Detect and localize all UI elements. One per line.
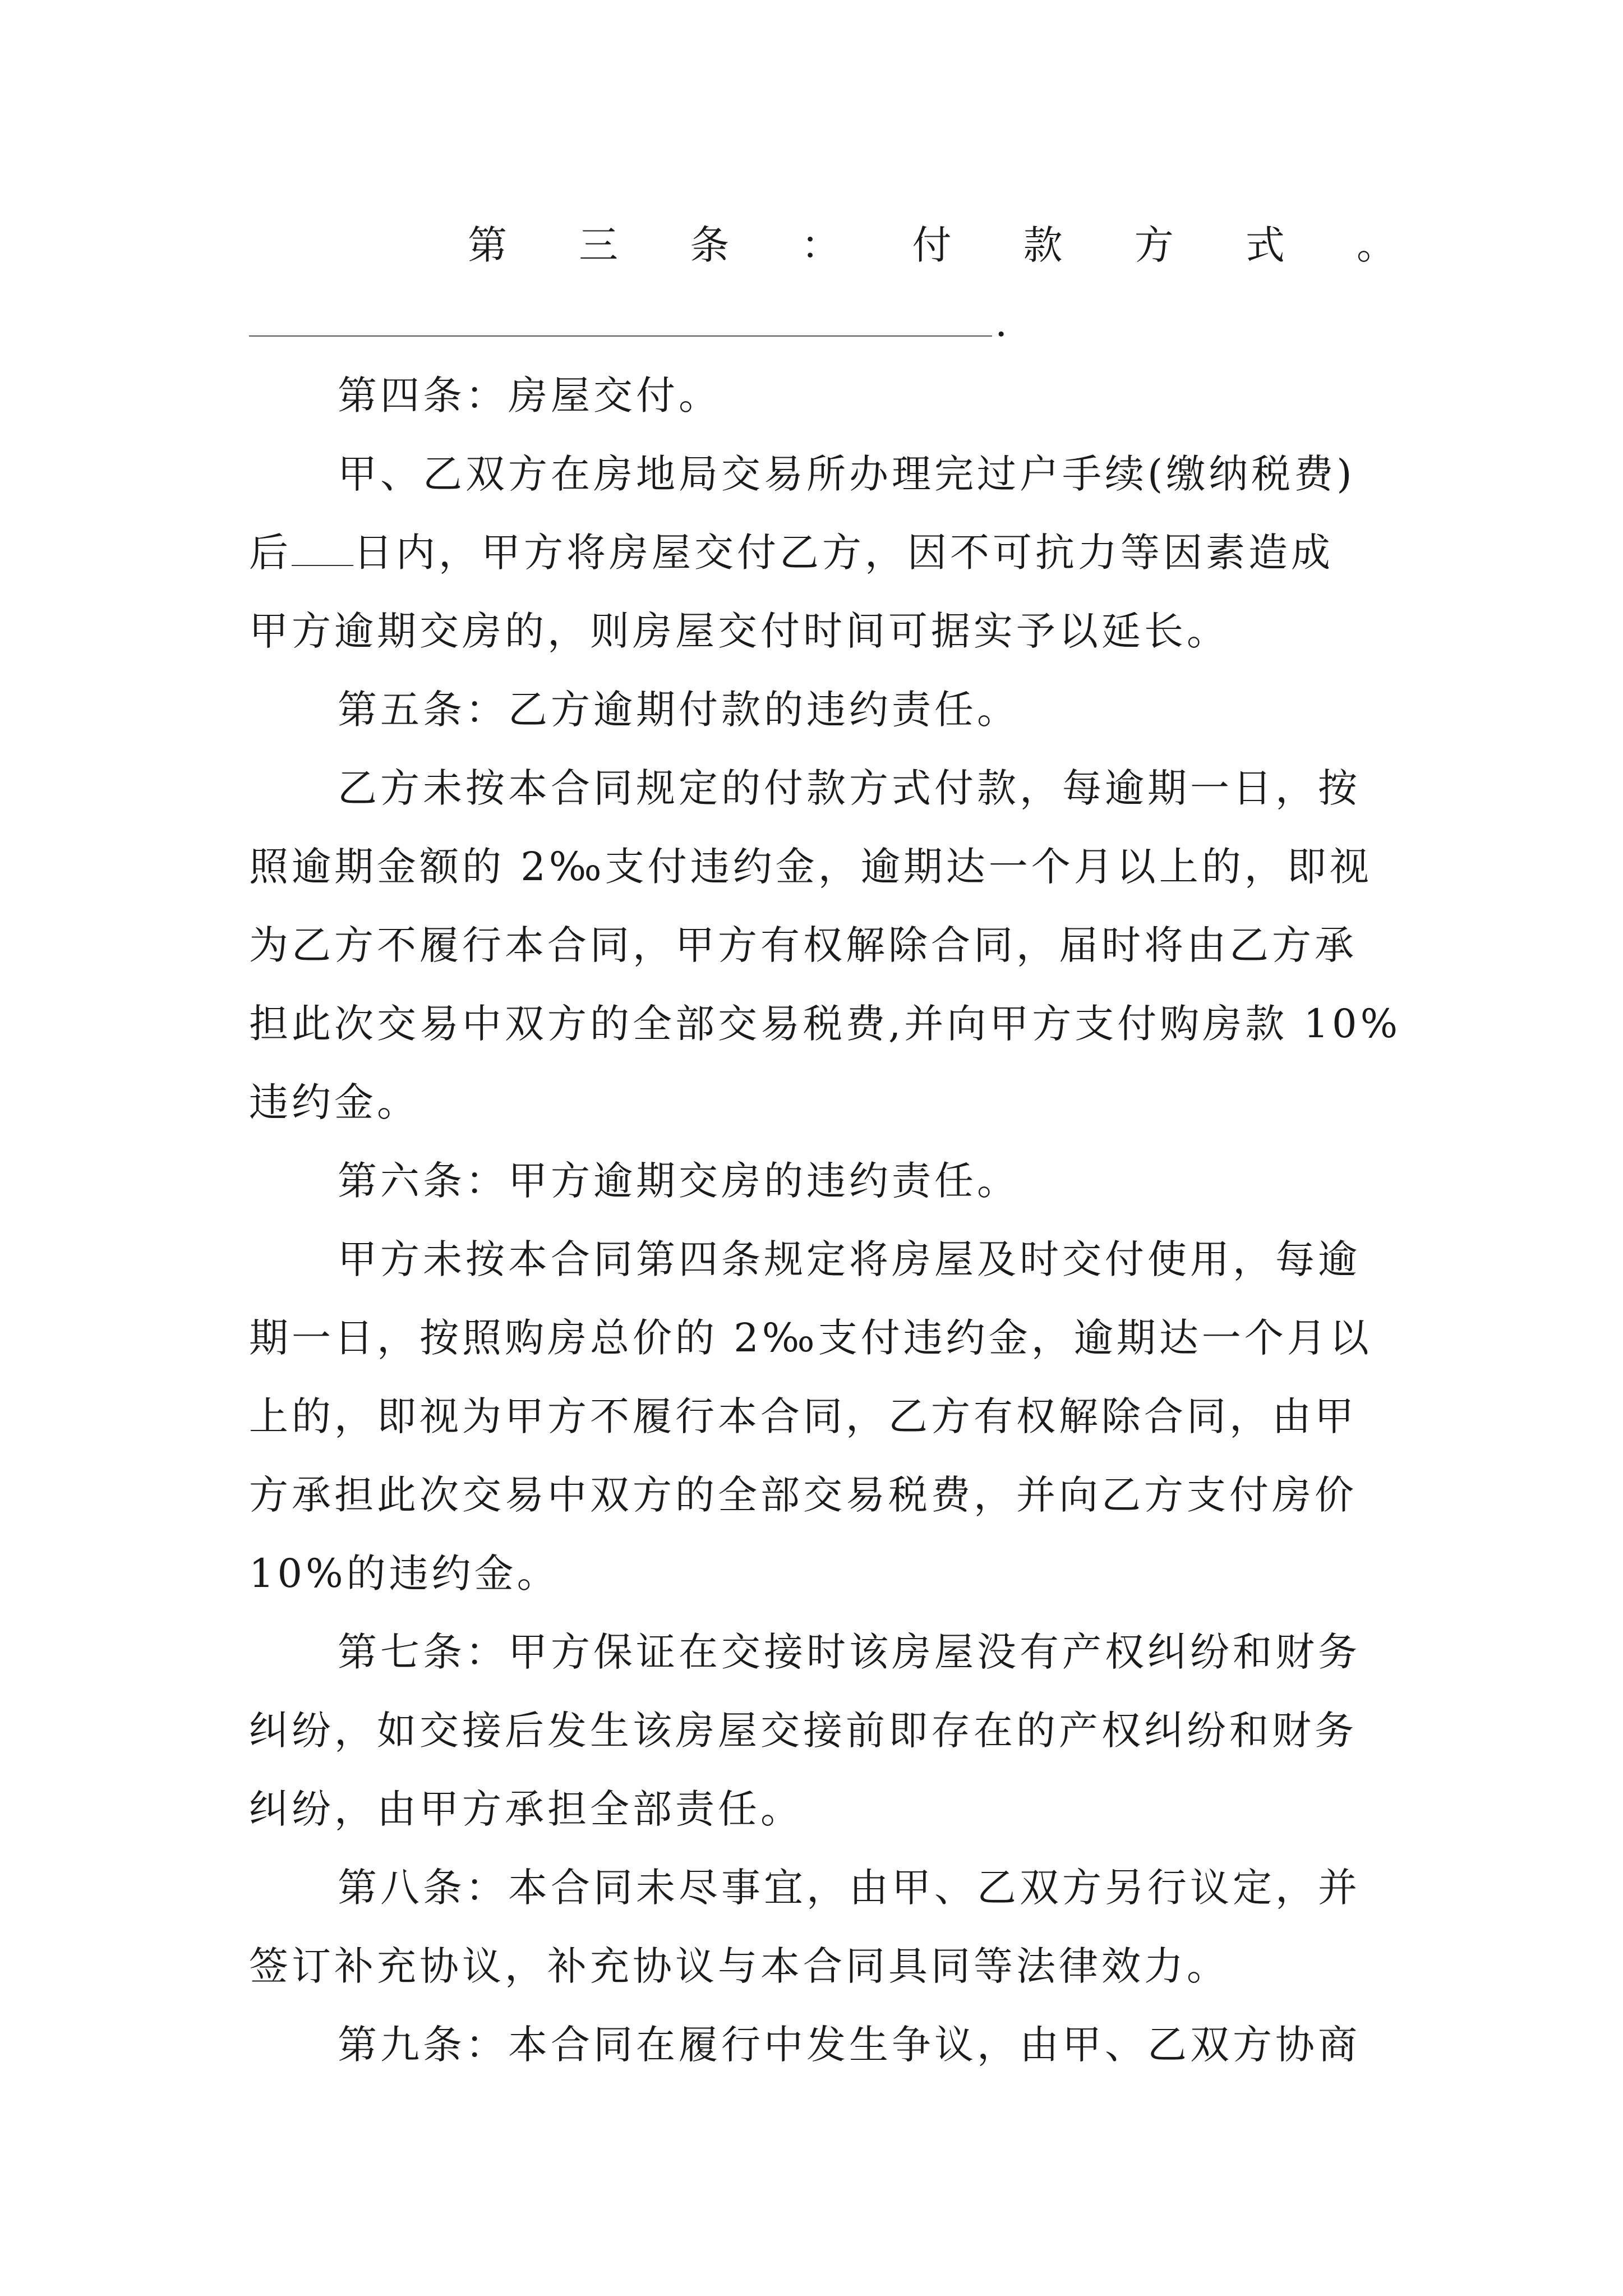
paragraph-line: 甲方逾期交房的，则房屋交付时间可据实予以延长。 — [249, 608, 1229, 654]
article-4-title: 第四条：房屋交付。 — [338, 372, 721, 418]
paragraph-line: 违约金。 — [249, 1079, 419, 1125]
heading-char: 款 — [1023, 222, 1063, 268]
heading-char: 式 — [1245, 222, 1285, 268]
paragraph-line: 担此次交易中双方的全部交易税费,并向甲方支付购房款 10% — [249, 1001, 1401, 1047]
line-prefix: 后 — [249, 530, 292, 576]
paragraph-line — [249, 527, 1334, 578]
paragraph-line: 甲方未按本合同第四条规定将房屋及时交付使用，每逾 — [338, 1236, 1361, 1282]
paragraph-line: 纠纷，由甲方承担全部责任。 — [249, 1786, 803, 1832]
article-9-line: 第九条：本合同在履行中发生争议，由甲、乙双方协商 — [338, 2022, 1361, 2068]
rule-end-mark: . — [995, 300, 1008, 346]
line-text: 日内，甲方将房屋交付乙方，因不可抗力等因素造成 — [353, 530, 1334, 576]
heading-char: 第 — [468, 222, 507, 268]
paragraph-line: 方承担此次交易中双方的全部交易税费，并向乙方支付房价 — [249, 1472, 1357, 1518]
paragraph-line: 为乙方不履行本合同，甲方有权解除合同，届时将由乙方承 — [249, 922, 1357, 968]
paragraph-line: 甲、乙双方在房地局交易所办理完过户手续(缴纳税费) — [338, 451, 1355, 497]
paragraph-line: 10%的违约金。 — [249, 1550, 560, 1596]
paragraph-line: 签订补充协议，补充协议与本合同具同等法律效力。 — [249, 1943, 1229, 1989]
heading-char: 三 — [579, 222, 619, 268]
heading-char: 付 — [912, 222, 952, 268]
paragraph-line: 上的，即视为甲方不履行本合同，乙方有权解除合同，由甲 — [249, 1393, 1357, 1439]
paragraph-line: 纠纷，如交接后发生该房屋交接前即存在的产权纠纷和财务 — [249, 1708, 1357, 1754]
heading-char: 。 — [1357, 222, 1396, 268]
days-blank-field — [292, 530, 353, 566]
heading-char: 方 — [1134, 222, 1174, 268]
heading-char: 条 — [690, 222, 730, 268]
article-6-title: 第六条：甲方逾期交房的违约责任。 — [338, 1158, 1020, 1204]
paragraph-line: 期一日，按照购房总价的 2‰支付违约金，逾期达一个月以 — [249, 1315, 1372, 1361]
article-5-title: 第五条：乙方逾期付款的违约责任。 — [338, 687, 1020, 733]
heading-char: ： — [801, 222, 841, 268]
article-8-line: 第八条：本合同未尽事宜，由甲、乙双方另行议定，并 — [338, 1865, 1361, 1911]
paragraph-line: 照逾期金额的 2‰支付违约金，逾期达一个月以上的，即视 — [249, 844, 1372, 890]
paragraph-line: 乙方未按本合同规定的付款方式付款，每逾期一日，按 — [338, 765, 1361, 811]
article-7-line: 第七条：甲方保证在交接时该房屋没有产权纠纷和财务 — [338, 1629, 1361, 1675]
blank-underline — [249, 335, 992, 337]
article-3-heading — [468, 220, 1396, 270]
